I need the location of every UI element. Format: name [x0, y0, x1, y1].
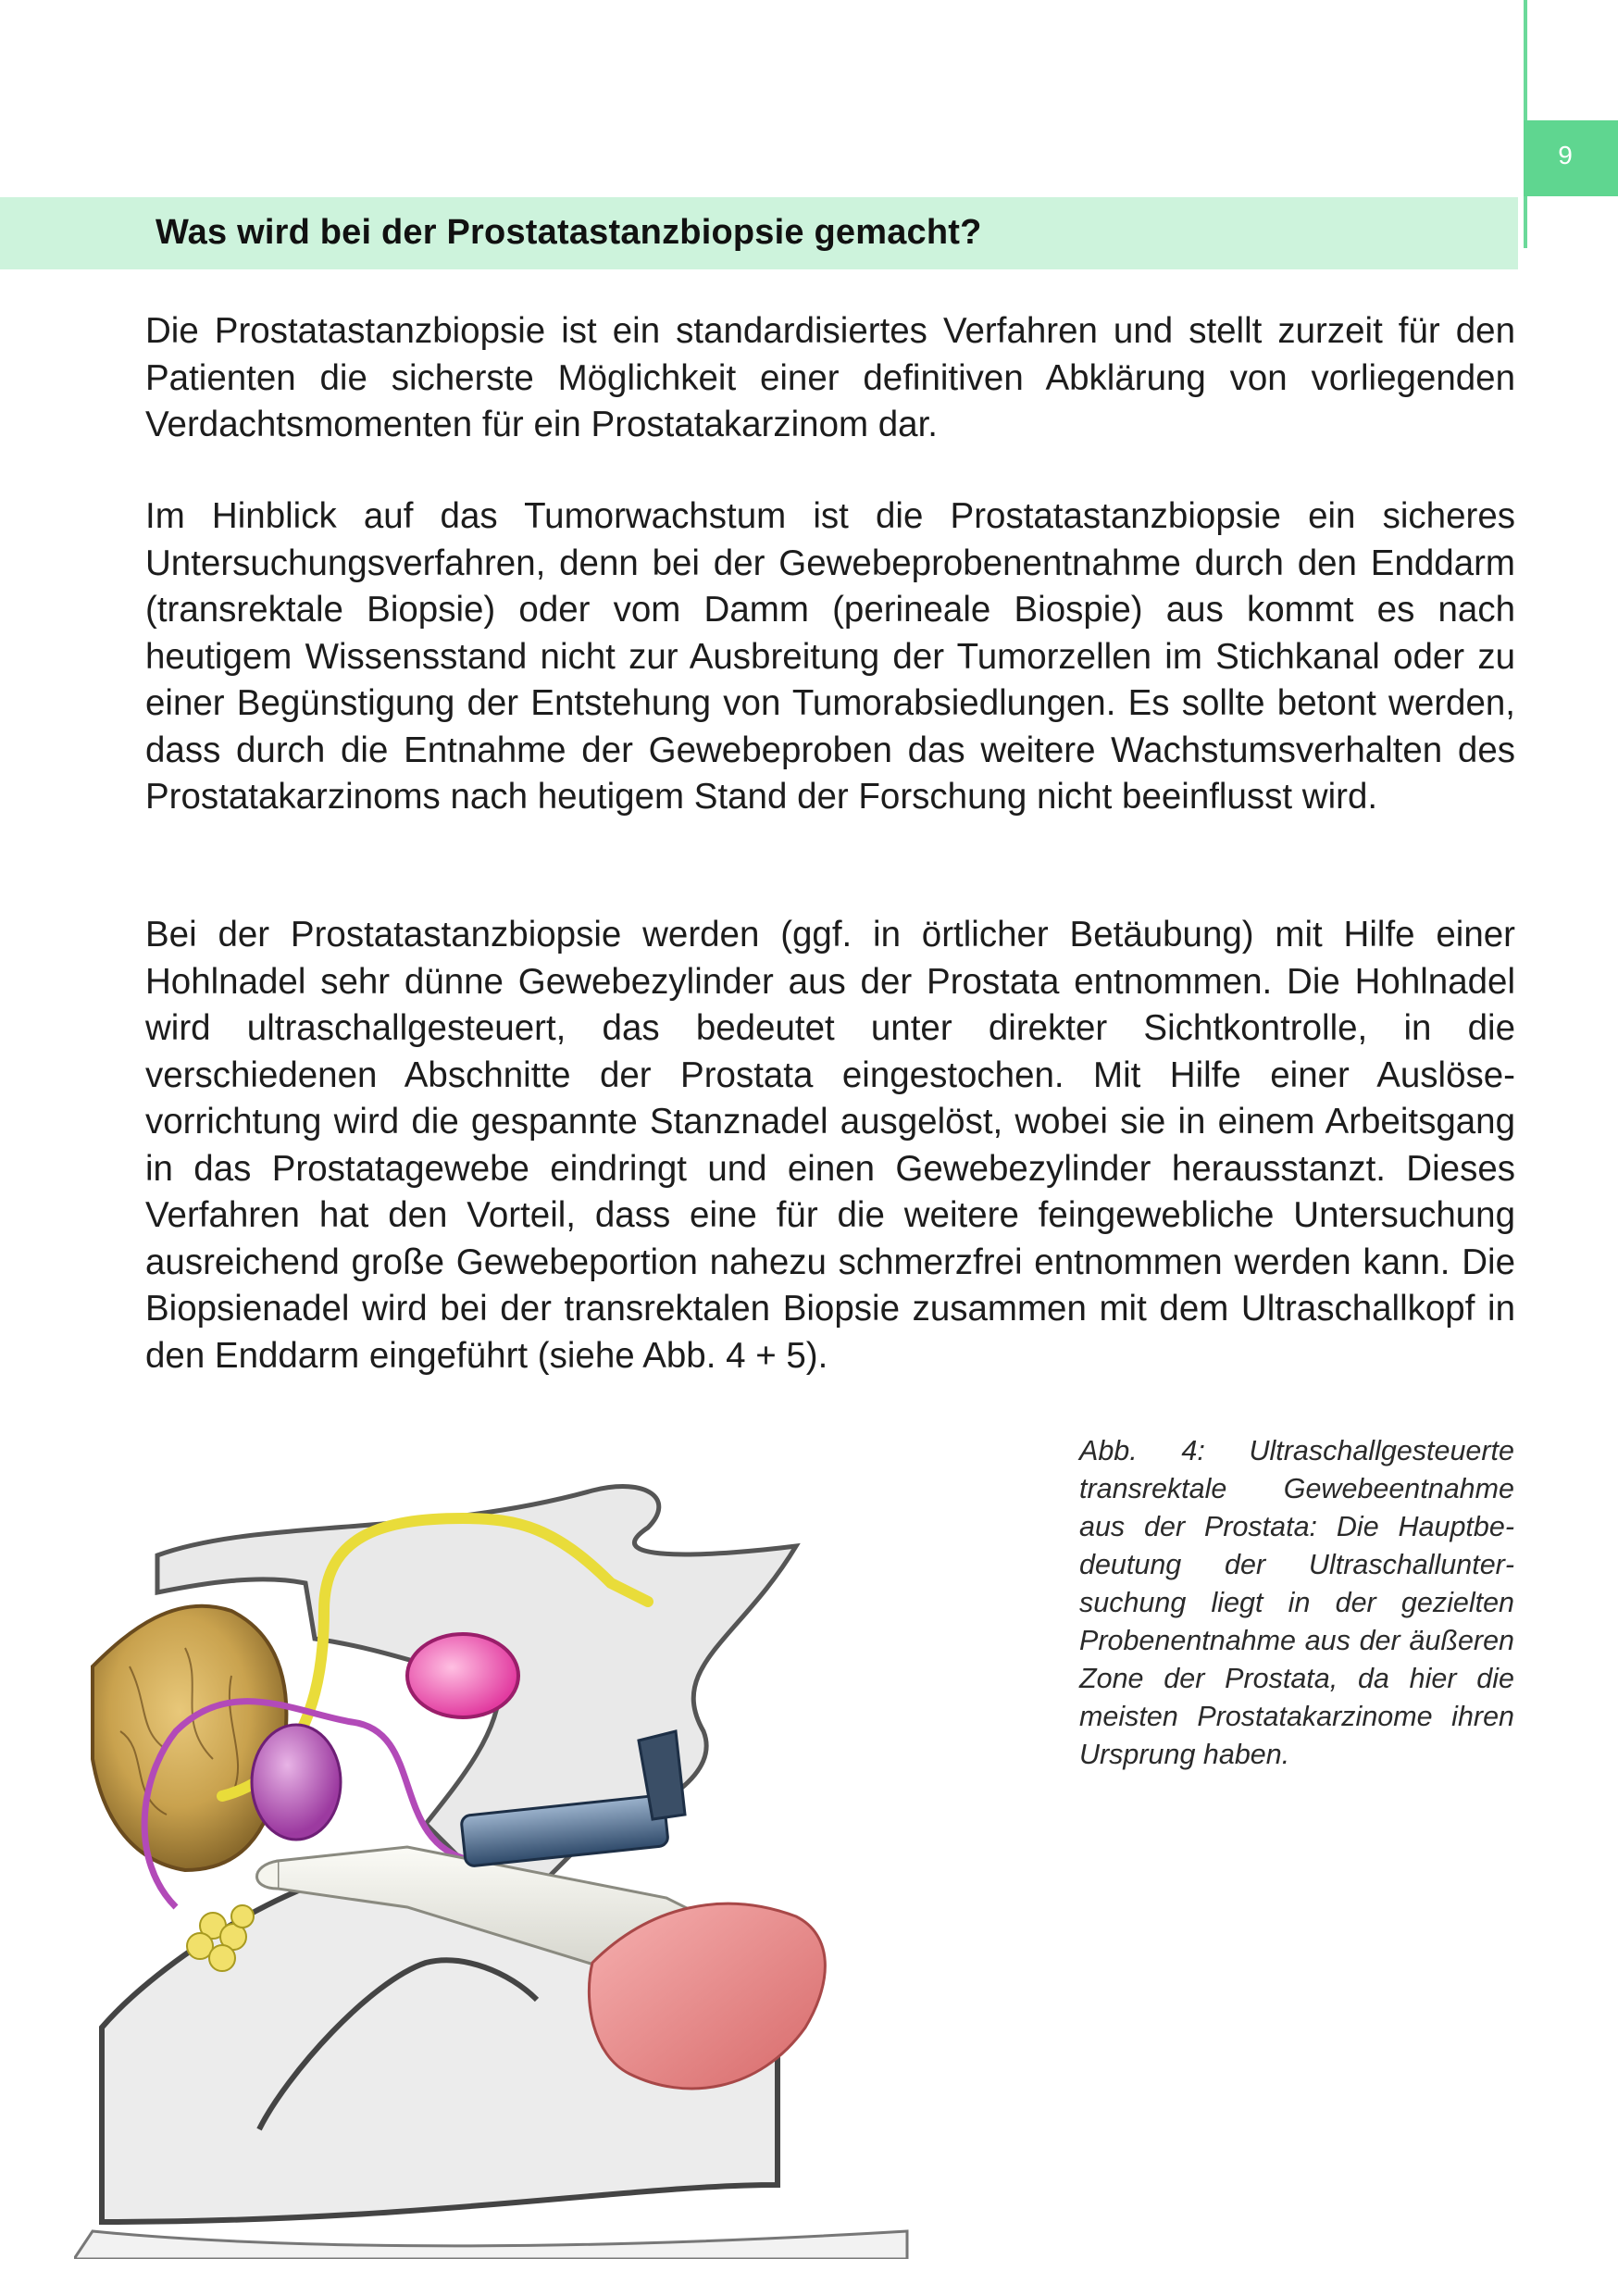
- bladder: [93, 1606, 286, 1870]
- paragraph-3: Bei der Prostatastanzbiopsie werden (ggf. in örtlicher Betäubung) mit Hilfe einer Hohlnadel sehr dünne Gewebezylinder aus der Prostata entnommen. Die Hohlnadel wird ultraschallgesteuert, das bedeutet unter direkter Sichtkontrolle, in die verschiedenen Abschnitte der Prostata eingestochen. Mit Hilfe einer Auslösevorrichtung wird die gespannte Stanznadel ausgelöst, wobei sie in einem Arbeitsgang in das Prostatagewebe eindringt und einen Gewebezylinder herausstanzt. Dieses Verfahren hat den Vorteil, dass eine für die weitere feingewebliche Untersuchung ausreichend große Gewebeportion nahezu schmerzfrei entnommen werden kann. Die Biopsienadel wird bei der transrektalen Biopsie zusammen mit dem Ultraschallkopf in den Enddarm eingeführt (siehe Abb. 4 + 5).: [145, 915, 1515, 1376]
- prostate: [252, 1725, 341, 1840]
- paragraph-2: Im Hinblick auf das Tumorwachstum ist die Prostatastanzbiopsie ein sicheres Untersuchungsverfahren, denn bei der Gewebeprobenentnahme durch den Enddarm (transrektale Biopsie) oder vom Damm (perineale Biospie) aus kommt es nach heutigem Wissensstand nicht zur Ausbreitung der Tumorzellen im Stichkanal oder zu einer Begünstigung der Entstehung von Tumorabsiedlungen. Es sollte betont werden, dass durch die Entnahme der Gewebeproben das weitere Wachstumsverhalten des Prostatakarzinoms nach heutigem Stand der Forschung nicht beeinflusst wird.: [145, 496, 1515, 817]
- biopsy-illustration: [74, 1426, 1240, 2259]
- section-heading: Was wird bei der Prostatastanzbiopsie gemacht?: [156, 213, 982, 252]
- figure-caption: Abb. 4: Ultraschallgesteuerte transrektale Gewebeentnahme aus der Prostata: Die Hauptbedeutung der Ultraschalluntersuchung liegt in der gezielten Probenentnahme aus der äußeren Zone der Prostata, da hier die meisten Prostatakarzinome ihren Ursprung haben.: [1079, 1435, 1514, 1770]
- page-number: 9: [1558, 141, 1573, 169]
- seminal-vesicle: [407, 1634, 518, 1717]
- paragraph-1: Die Prostatastanzbiopsie ist ein standardisiertes Verfahren und stellt zurzeit für den Patienten die sicherste Möglichkeit einer definitiven Abklärung von vorliegenden Verdachtsmomenten für ein Prostatakarzinom dar.: [145, 311, 1515, 444]
